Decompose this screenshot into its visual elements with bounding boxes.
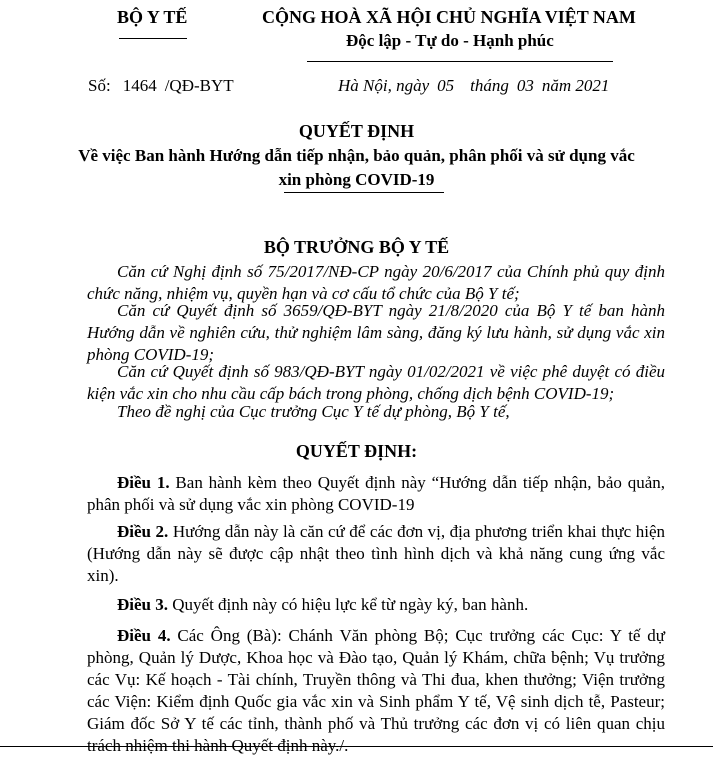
motto-underline bbox=[307, 61, 613, 62]
article-label: Điều 2. bbox=[117, 522, 169, 541]
article-text: Quyết định này có hiệu lực kể từ ngày ký, ban hành. bbox=[168, 595, 529, 614]
bottom-divider bbox=[0, 746, 713, 747]
republic-title: CỘNG HOÀ XÃ HỘI CHỦ NGHĨA VIỆT NAM bbox=[262, 7, 636, 27]
article-text: Các Ông (Bà): Chánh Văn phòng Bộ; Cục trưởng các Cục: Y tế dự phòng, Quản lý Dược, Khoa học và Đào tạo, Quản lý Khám, chữa bệnh; Vụ trưởng các Vụ: Kế hoạch - Tài chính, Truyền thông và Thi đua, khen thưởng; Viện trưởng các Viện: Kiểm định Quốc gia vắc xin và Sinh phẩm Y tế, Vệ sinh dịch tễ, Pasteur; Giám đốc Sở Y tế các tỉnh, thành phố và Thủ trưởng các đơn vị có liên quan chịu trách nhiệm thi hành Quyết định này./. bbox=[87, 626, 666, 755]
motto: Độc lập - Tự do - Hạnh phúc bbox=[346, 31, 554, 50]
document-number bbox=[88, 75, 234, 97]
article-1 bbox=[87, 472, 665, 516]
preamble-item: Theo đề nghị của Cục trưởng Cục Y tế dự phòng, Bộ Y tế, bbox=[117, 402, 510, 421]
article-2 bbox=[87, 521, 665, 587]
number-value: 1464 bbox=[122, 76, 157, 95]
month-label: tháng bbox=[470, 76, 509, 95]
preamble-item: Căn cứ Quyết định số 983/QĐ-BYT ngày 01/02/2021 về việc phê duyệt có điều kiện vắc xin cho nhu cầu cấp bách trong phòng, chống dịch bệnh COVID-19; bbox=[87, 362, 665, 403]
article-label: Điều 3. bbox=[117, 595, 168, 614]
place-date bbox=[338, 75, 609, 97]
decision-heading: QUYẾT ĐỊNH: bbox=[295, 441, 418, 461]
article-text: Hướng dẫn này là căn cứ để các đơn vị, địa phương triển khai thực hiện (Hướng dẫn này sẽ được cập nhật theo tình hình dịch và khả năng cung ứng vắc xin). bbox=[87, 522, 665, 585]
year-label: năm 2021 bbox=[541, 76, 610, 95]
decision-subject-line2: xin phòng COVID-19 bbox=[278, 170, 435, 189]
article-label: Điều 1. bbox=[117, 473, 170, 492]
place-label: Hà Nội, ngày bbox=[338, 76, 430, 95]
subject-underline bbox=[284, 192, 444, 193]
article-3 bbox=[87, 594, 665, 616]
agency-name: BỘ Y TẾ bbox=[117, 7, 188, 27]
decision-subject-line1: Về việc Ban hành Hướng dẫn tiếp nhận, bảo quản, phân phối và sử dụng vắc bbox=[78, 146, 635, 165]
article-4 bbox=[87, 625, 665, 757]
number-code: /QĐ-BYT bbox=[164, 76, 234, 95]
article-label: Điều 4. bbox=[117, 626, 171, 645]
authority-heading: BỘ TRƯỞNG BỘ Y TẾ bbox=[263, 237, 450, 257]
article-text: Ban hành kèm theo Quyết định này “Hướng dẫn tiếp nhận, bảo quản, phân phối và sử dụng vắc xin phòng COVID-19 bbox=[87, 473, 665, 514]
preamble-item: Căn cứ Nghị định số 75/2017/NĐ-CP ngày 20/6/2017 của Chính phủ quy định chức năng, nhiệm vụ, quyền hạn và cơ cấu tổ chức của Bộ Y tế; bbox=[87, 262, 665, 303]
preamble-item: Căn cứ Quyết định số 3659/QĐ-BYT ngày 21/8/2020 của Bộ Y tế ban hành Hướng dẫn về nghiên cứu, thử nghiệm lâm sàng, đăng ký lưu hành, sử dụng vắc xin phòng COVID-19; bbox=[87, 301, 665, 364]
decision-title: QUYẾT ĐỊNH bbox=[298, 121, 415, 141]
date-day: 05 bbox=[437, 76, 455, 95]
date-month: 03 bbox=[516, 76, 534, 95]
agency-underline bbox=[119, 38, 187, 39]
number-label: Số: bbox=[88, 76, 111, 95]
